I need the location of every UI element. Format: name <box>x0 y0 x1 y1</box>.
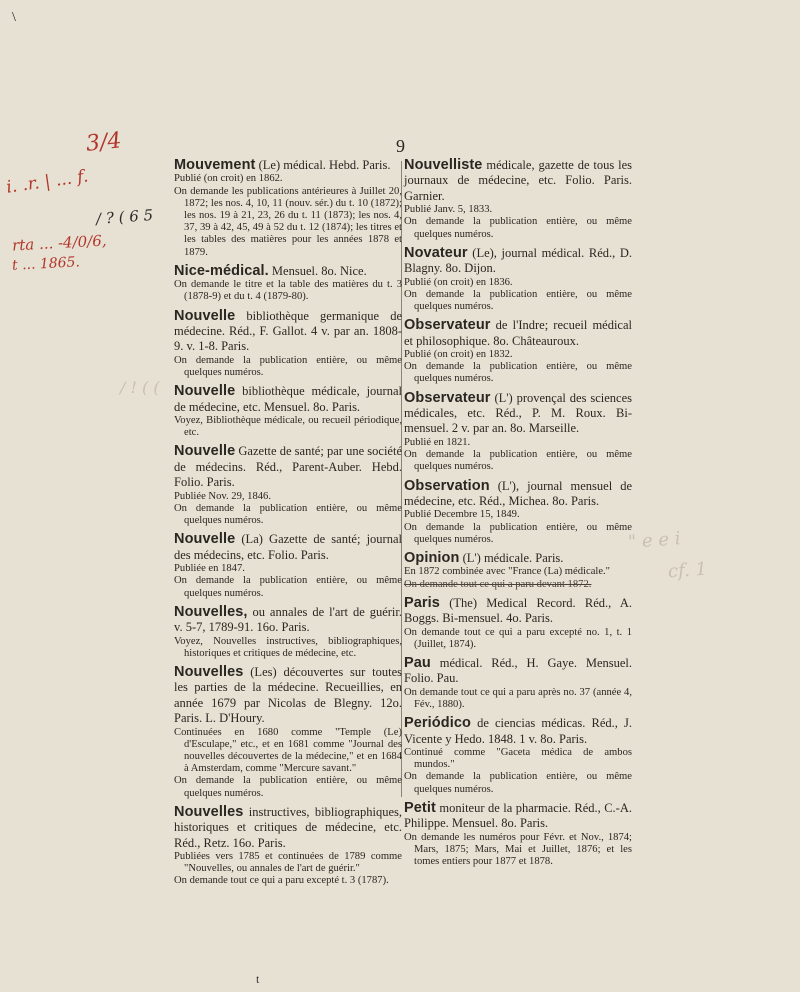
catalog-entry <box>174 605 402 660</box>
catalog-entry <box>404 551 632 591</box>
entry-note: On demande tout ce qui a paru après no. 37 (année 4, Fév., 1880). <box>404 686 632 710</box>
entry-heading-line <box>174 309 402 355</box>
entry-description: bibliothèque médicale, journal de médecine, etc. Mensuel. 8o. Paris. <box>174 384 402 414</box>
entry-note: Publié (on croit) en 1832. <box>404 349 513 361</box>
catalog-entry <box>404 716 632 796</box>
entry-title: Nouvelles <box>174 803 244 820</box>
entry-description: journal mensuel de médecine, etc. Réd., Michea. 8o. Paris. <box>404 478 632 508</box>
faint-margin-note-1: " e e i <box>627 528 682 553</box>
entry-article: (L'), <box>497 478 520 493</box>
catalog-entry <box>174 532 402 599</box>
catalog-entry <box>174 309 402 380</box>
entry-description: médical. Réd., H. Gaye. Mensuel. Folio. Pau. <box>404 655 632 686</box>
entry-description: médicale. Paris. <box>483 550 564 565</box>
entry-note: On demande la publication entière, ou même quelques numéros. <box>404 216 632 240</box>
entry-title: Nouvelle <box>174 531 236 548</box>
entry-title: Observateur <box>404 317 491 334</box>
handwritten-note-4: t ... 1865. <box>11 254 81 274</box>
entry-title: Nice-médical. <box>174 262 269 279</box>
entry-note: On demande la publication entière, ou même quelques numéros. <box>174 575 402 599</box>
entry-note-struck: On demande tout ce qui a paru devant 1872. <box>404 578 592 590</box>
catalog-entry <box>404 391 632 474</box>
entry-heading-line <box>174 158 402 173</box>
catalog-entry <box>174 158 402 259</box>
handwritten-note-3: rta ... -4/0/6, <box>11 231 107 255</box>
entry-heading-line <box>404 318 632 349</box>
catalog-entry <box>174 665 402 800</box>
entry-note: Publiées vers 1785 et continuées de 1789 comme "Nouvelles, ou annales de l'art de guérir." <box>174 851 402 875</box>
entry-note: On demande les numéros pour Févr. et Nov., 1874; Mars, 1875; Mars, Mai et Juillet, 1876; et les tomes entiers pour 1877 et 1878. <box>404 831 632 868</box>
entry-heading-line <box>404 551 632 566</box>
entry-heading-line <box>174 532 402 563</box>
entry-heading-line <box>404 716 632 747</box>
left-column <box>174 158 402 893</box>
handwritten-note-1: i. .r. | ... f. <box>5 166 90 198</box>
entry-heading-line <box>404 596 632 627</box>
entry-note: En 1872 combinée avec "France (La) médicale." <box>404 566 611 578</box>
catalog-entry <box>174 444 402 527</box>
entry-title: Pau <box>404 654 431 671</box>
catalog-entry <box>404 479 632 546</box>
entry-note: On demande la publication entière, ou même quelques numéros. <box>404 521 632 545</box>
entry-title: Nouvelle <box>174 383 236 400</box>
entry-note: Voyez, Bibliothèque médicale, ou recueil périodique, etc. <box>174 415 402 439</box>
catalog-entry <box>404 801 632 868</box>
catalog-entry <box>174 264 402 304</box>
entry-note: On demande le titre et la table des matières du t. 3 (1878-9) et du t. 4 (1879-80). <box>174 279 402 303</box>
entry-description: ou annales de l'art de guérir. v. 5-7, 1789-91. 16o. Paris. <box>174 604 402 635</box>
entry-article: (L') <box>494 390 513 405</box>
entry-description: découvertes sur toutes les parties de la médecine. Recueillies, en année 1679 par Nicolas de Blegny. 12o. Paris. L. D'Houry. <box>174 664 403 726</box>
catalog-entry <box>404 246 632 313</box>
entry-title: Periódico <box>404 715 471 732</box>
page-number: 9 <box>396 136 405 156</box>
entry-article: (Les) <box>250 664 277 679</box>
entry-note: Publiée en 1847. <box>174 563 245 575</box>
entry-note: On demande la publication entière, ou même quelques numéros. <box>404 361 632 385</box>
entry-title: Paris <box>404 594 440 611</box>
entry-description: Medical Record. Réd., A. Boggs. Bi-mensuel. 4o. Paris. <box>404 595 633 626</box>
entry-title: Nouvelle <box>174 443 236 460</box>
entry-note: Publié Janv. 5, 1833. <box>404 204 493 216</box>
catalog-entry <box>404 656 632 711</box>
faint-margin-note-2: cf. 1 <box>667 558 708 583</box>
entry-note: Publié Decembre 15, 1849. <box>404 509 520 521</box>
entry-description: médicale, gazette de tous les journaux de médecine, etc. Folio. Paris. Garnier. <box>404 158 632 203</box>
entry-note: On demande les publications antérieures à Juillet 20, 1872; les nos. 4, 10, 11 (nouv. sér.) du t. 10 (1872); les nos. 19 à 21, 23, 26 du t. 11 (1873); les nos. 4, 37, 39 à 42, 45, 49 à 52 du t. 12 (1874); les titres et les tables des matières pour les années 1878 et 1879. <box>174 185 402 258</box>
entry-note: Publié (on croit) en 1836. <box>404 276 513 288</box>
entry-description: de l'Indre; recueil médical et philosophique. 8o. Châteauroux. <box>404 318 633 348</box>
entry-article: (La) <box>241 532 263 547</box>
entry-description: moniteur de la pharmacie. Réd., C.-A. Philippe. Mensuel. 8o. Paris. <box>404 800 632 831</box>
entry-note: On demande la publication entière, ou même quelques numéros. <box>174 354 402 379</box>
catalog-entry <box>174 384 402 439</box>
entry-note: Publié (on croit) en 1862. <box>174 173 283 185</box>
entry-article: (The) <box>449 595 477 610</box>
entry-title: Novateur <box>404 244 468 261</box>
entry-description: médical. Hebd. Paris. <box>283 158 391 172</box>
entry-title: Observateur <box>404 389 491 406</box>
entry-heading-line <box>174 665 402 727</box>
catalog-entry <box>404 596 632 651</box>
entry-note: Continué comme "Gaceta médica de ambos mundos." <box>404 746 632 771</box>
entry-heading-line <box>174 264 402 279</box>
entry-note: On demande tout ce qui a paru excepté no. 1, t. 1 (Juillet, 1874). <box>404 626 632 650</box>
entry-heading-line <box>404 801 632 832</box>
entry-heading-line <box>404 656 632 687</box>
entry-note: On demande tout ce qui a paru excepté t. 3 (1787). <box>174 875 389 887</box>
entry-article: (Le) <box>258 158 281 172</box>
faint-mark: / ! ( ( <box>120 378 160 397</box>
entry-note: On demande la publication entière, ou même quelques numéros. <box>404 449 632 473</box>
entry-description: Gazette de santé; journal des médecins, etc. Folio. Paris. <box>174 532 402 562</box>
entry-heading-line <box>174 444 402 490</box>
entry-heading-line <box>174 605 402 636</box>
entry-note: On demande la publication entière, ou même quelques numéros. <box>174 775 402 799</box>
entry-note: On demande la publication entière, ou même quelques numéros. <box>174 502 402 527</box>
entry-description: Gazette de santé; par une société de médecins. Réd., Parent-Auber. Hebd. Folio. Paris. <box>174 444 402 490</box>
entry-heading-line <box>404 158 632 204</box>
entry-title: Nouvelles, <box>174 603 248 620</box>
catalog-entry <box>174 805 402 888</box>
entry-note: On demande la publication entière, ou même quelques numéros. <box>404 288 632 313</box>
entry-note: Voyez, Nouvelles instructives, bibliographiques, historiques et critiques de médecine, etc. <box>174 635 402 659</box>
entry-article: (L') <box>462 550 481 565</box>
entry-heading-line <box>174 805 402 851</box>
right-column <box>404 158 632 873</box>
entry-heading-line <box>404 246 632 277</box>
entry-description: bibliothèque germanique de médecine. Réd., F. Gallot. 4 v. par an. 1808-9. v. 1-8. Paris. <box>174 308 402 354</box>
entry-title: Nouvelliste <box>404 157 483 173</box>
entry-title: Nouvelles <box>174 663 244 680</box>
bottom-mark: t <box>256 972 260 986</box>
entry-description: instructives, bibliographiques, historiques et critiques de médecine, etc. Réd., Retz. 16o. Paris. <box>174 804 402 850</box>
entry-title: Observation <box>404 477 490 494</box>
entry-heading-line <box>404 479 632 510</box>
entry-heading-line <box>174 384 402 415</box>
entry-description: journal médical. Réd., D. Blagny. 8o. Dijon. <box>404 245 633 276</box>
entry-article: (Le), <box>472 245 497 260</box>
entry-title: Nouvelle <box>174 307 236 324</box>
entry-heading-line <box>404 391 632 437</box>
handwritten-number: 3/4 <box>84 128 123 157</box>
entry-description: de ciencias médicas. Réd., J. Vicente y Hedo. 1848. 1 v. 8o. Paris. <box>404 716 632 746</box>
entry-note: Publiée Nov. 29, 1846. <box>174 490 272 502</box>
entry-description: Mensuel. 8o. Nice. <box>271 263 367 278</box>
entry-note: Publié en 1821. <box>404 436 471 448</box>
catalog-entry <box>404 318 632 385</box>
entry-title: Petit <box>404 799 436 816</box>
entry-note: On demande la publication entière, ou même quelques numéros. <box>404 771 632 795</box>
corner-mark: \ <box>12 10 16 25</box>
entry-title: Opinion <box>404 549 460 566</box>
entry-title: Mouvement <box>174 157 256 173</box>
entry-note: Continuées en 1680 comme "Temple (Le) d'Esculape," etc., et en 1681 comme "Journal des nouvelles découvertes de la médecine," et en 1684 à Amsterdam, comme "Mercure savant." <box>174 726 402 775</box>
handwritten-note-2: / ? ( 6 5 <box>95 206 154 228</box>
entry-description: provençal des sciences médicales, etc. Réd., P. M. Roux. Bi-mensuel. 2 v. par an. 8o. Marseille. <box>404 390 633 436</box>
catalog-entry <box>404 158 632 241</box>
